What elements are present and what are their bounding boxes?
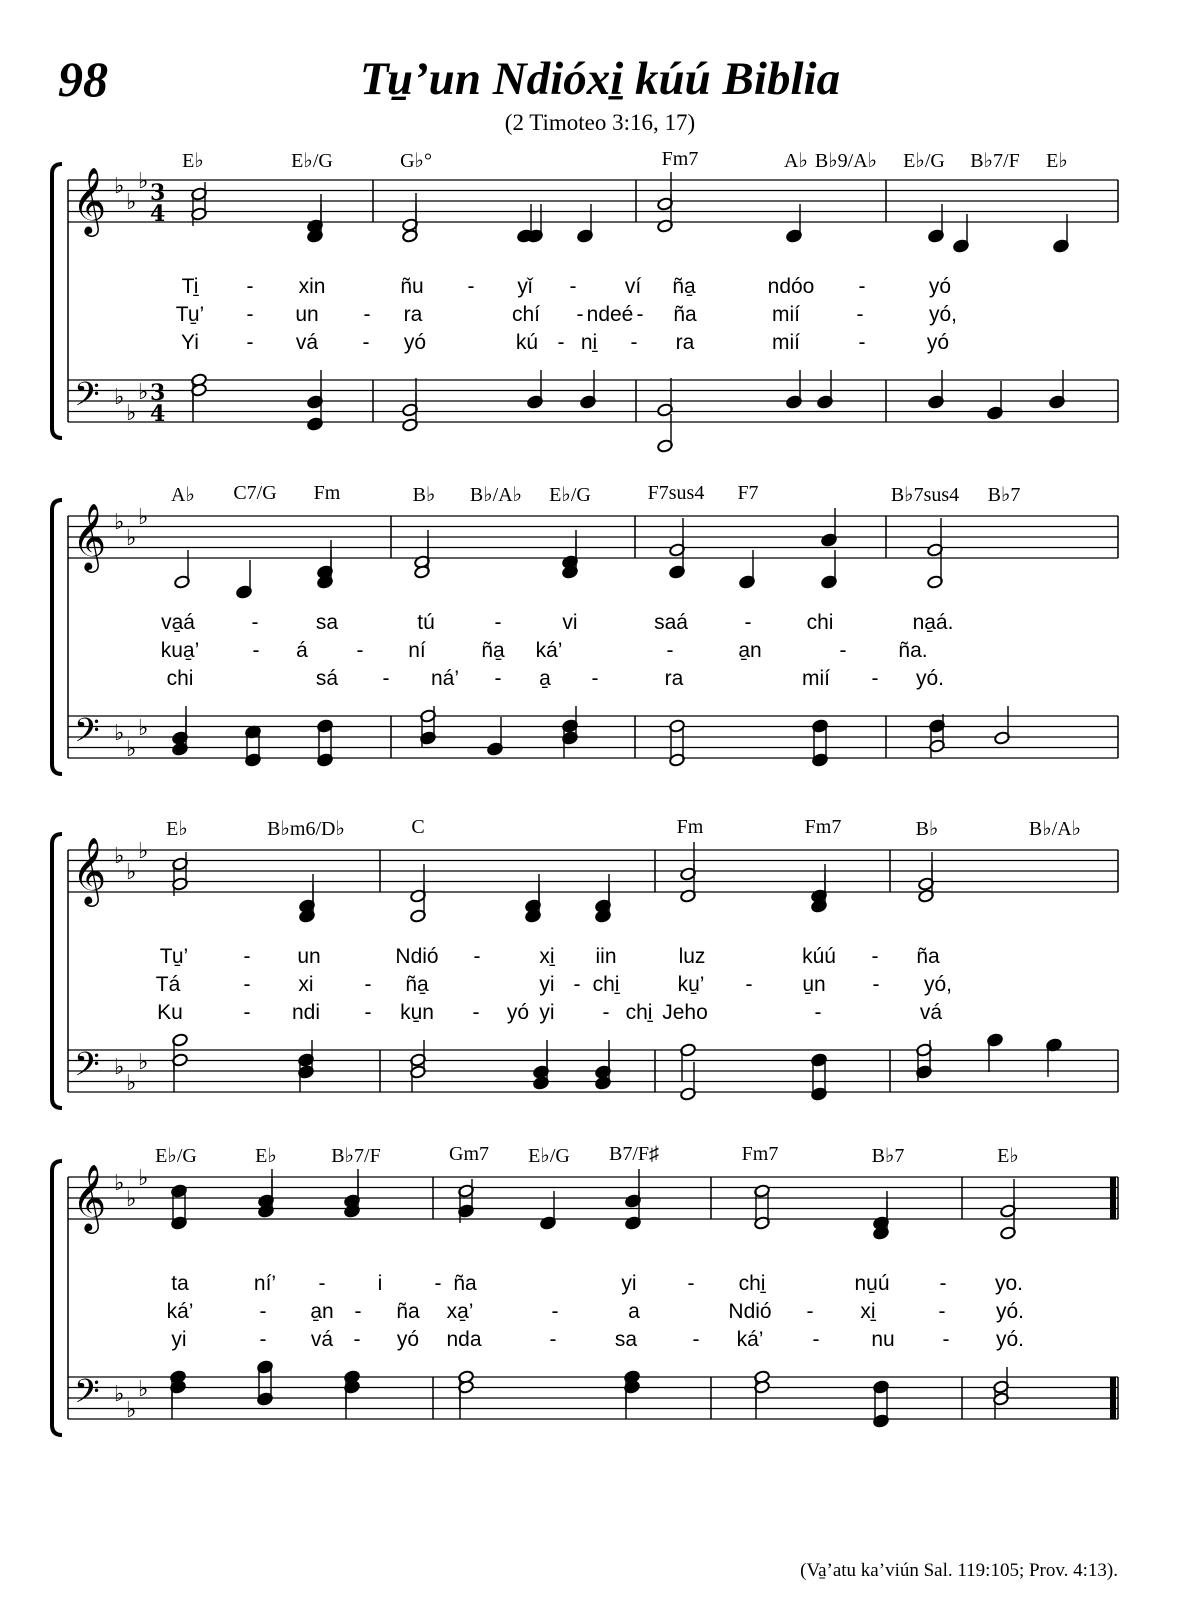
lyric-syllable: chi: [806, 611, 834, 634]
chord-symbol: B♭/A♭: [1028, 818, 1082, 840]
lyric-syllable: yo.: [994, 1272, 1024, 1295]
chord-symbol: A♭: [784, 150, 808, 172]
lyric-syllable: yó: [403, 331, 427, 354]
lyric-syllable: kua̱’: [160, 639, 200, 662]
system-bracket: [52, 1161, 62, 1435]
chord-symbol: B♭: [412, 484, 436, 506]
footer-note: (Va̱’atu ka’viún Sal. 119:105; Prov. 4:13).: [800, 1560, 1118, 1581]
lyric-syllable: yó: [506, 1001, 530, 1024]
treble-clef-icon: 𝄞: [72, 166, 107, 234]
lyric-syllable: xi: [298, 973, 314, 996]
chord-symbol: Fm: [313, 482, 341, 504]
flat-icon: ♭: [126, 860, 137, 885]
lyric-hyphen: -: [362, 331, 370, 354]
chord-symbol: B♭7/F: [970, 150, 1020, 172]
lyric-syllable: yó: [396, 1328, 420, 1351]
lyric-syllable: yó: [926, 331, 950, 354]
lyric-syllable: chi̱: [592, 973, 620, 996]
lyric-syllable: ña: [673, 303, 697, 326]
flat-icon: ♭: [126, 1398, 137, 1423]
lyric-syllable: yó.: [995, 1328, 1025, 1351]
scripture-reference: (2 Timoteo 3:16, 17): [504, 110, 696, 135]
flat-icon: ♭: [114, 1171, 125, 1196]
lyric-hyphen: -: [630, 331, 638, 354]
lyric-hyphen: -: [939, 1272, 947, 1295]
lyric-hyphen: -: [871, 667, 879, 690]
lyric-syllable: a̱n: [310, 1300, 334, 1323]
lyric-hyphen: -: [602, 1001, 610, 1024]
lyric-syllable: ví: [624, 275, 642, 298]
flat-icon: ♭: [126, 401, 137, 426]
lyric-hyphen: -: [938, 1300, 946, 1323]
lyric-hyphen: -: [473, 945, 481, 968]
lyric-syllable: ná’: [430, 667, 460, 690]
lyric-syllable: yó,: [928, 303, 958, 326]
time-signature-top: 3: [150, 380, 166, 406]
chord-symbol: G♭°: [400, 150, 432, 172]
flat-icon: ♭: [114, 385, 125, 410]
lyric-syllable: á: [296, 639, 308, 662]
lyric-syllable: sa: [614, 1328, 638, 1351]
chord-symbol: E♭: [255, 1145, 277, 1167]
lyric-syllable: ní: [408, 639, 426, 662]
bass-clef-icon: 𝄢: [74, 1373, 100, 1419]
lyric-syllable: vá: [310, 1328, 334, 1351]
lyric-syllable: ña̱: [672, 275, 696, 298]
lyric-hyphen: -: [246, 275, 254, 298]
chord-symbol: Fm7: [661, 148, 699, 170]
chord-symbol: E♭: [1046, 150, 1068, 172]
lyric-syllable: Tá: [155, 973, 181, 996]
lyric-hyphen: -: [246, 303, 254, 326]
lyric-syllable: Tu̱’: [159, 945, 189, 968]
lyric-syllable: sá: [315, 667, 339, 690]
final-barline: [1110, 1377, 1116, 1419]
lyric-hyphen: -: [814, 1001, 822, 1024]
lyric-hyphen: -: [871, 945, 879, 968]
lyric-hyphen: -: [259, 1328, 267, 1351]
chord-symbol: E♭: [182, 150, 204, 172]
chord-symbol: B7/F♯: [608, 1143, 660, 1165]
lyric-syllable: yó.: [995, 1300, 1025, 1323]
lyric-hyphen: -: [494, 611, 502, 634]
lyric-syllable: va̱á: [161, 611, 195, 634]
bass-clef-icon: 𝄢: [74, 376, 100, 422]
lyric-hyphen: -: [666, 639, 674, 662]
lyric-syllable: ndeé: [586, 303, 634, 326]
lyric-syllable: ká’: [736, 1328, 764, 1351]
lyric-hyphen: -: [246, 331, 254, 354]
lyric-syllable: xi̱: [539, 945, 555, 968]
treble-clef-icon: 𝄞: [72, 836, 107, 904]
lyric-hyphen: -: [353, 1328, 361, 1351]
bass-clef-icon: 𝄢: [74, 1046, 100, 1092]
lyric-syllable: vá: [295, 331, 319, 354]
lyric-syllable: ña: [396, 1300, 420, 1323]
lyric-syllable: chí: [511, 303, 541, 326]
lyric-hyphen: -: [557, 331, 565, 354]
chord-symbol: E♭/G: [291, 150, 333, 172]
chord-symbol: E♭: [997, 1145, 1019, 1167]
time-signature-bottom: 4: [150, 401, 166, 427]
lyric-syllable: un: [295, 303, 319, 326]
flat-icon: ♭: [138, 839, 149, 864]
lyric-syllable: ni̱: [580, 331, 598, 354]
lyric-syllable: a̱n: [738, 639, 762, 662]
song-number: 98: [58, 51, 108, 107]
lyric-hyphen: -: [591, 667, 599, 690]
lyric-hyphen: -: [551, 1300, 559, 1323]
lyric-hyphen: -: [549, 1328, 557, 1351]
lyric-hyphen: -: [382, 667, 390, 690]
flat-icon: ♭: [114, 510, 125, 535]
chord-symbol: Fm: [676, 816, 704, 838]
lyric-syllable: chi̱: [625, 1001, 653, 1024]
lyric-hyphen: -: [692, 1328, 700, 1351]
lyric-syllable: yǐ: [517, 275, 533, 298]
lyric-syllable: vá: [919, 1001, 943, 1024]
lyric-hyphen: -: [494, 667, 502, 690]
lyric-syllable: yi: [539, 1001, 555, 1024]
flat-icon: ♭: [126, 190, 137, 215]
lyric-syllable: yó.: [915, 667, 945, 690]
flat-icon: ♭: [138, 169, 149, 194]
time-signature-top: 3: [150, 180, 166, 206]
flat-icon: ♭: [114, 721, 125, 746]
flat-icon: ♭: [138, 505, 149, 530]
lyric-hyphen: -: [687, 1272, 695, 1295]
chord-symbol: Fm7: [804, 816, 842, 838]
chord-symbol: B♭: [915, 818, 939, 840]
lyric-syllable: Ku: [157, 1001, 183, 1024]
song-title: Tu̱’un Ndióxi̱ kúú Biblia: [359, 53, 841, 105]
lyric-hyphen: -: [467, 275, 475, 298]
flat-icon: ♭: [114, 174, 125, 199]
flat-icon: ♭: [138, 380, 149, 405]
lyric-syllable: Ndió: [728, 1300, 772, 1323]
lyric-syllable: ndi: [291, 1001, 321, 1024]
chord-symbol: B♭7sus4: [890, 484, 960, 506]
flat-icon: ♭: [138, 716, 149, 741]
flat-icon: ♭: [126, 737, 137, 762]
flat-icon: ♭: [126, 1187, 137, 1212]
lyric-syllable: ña̱: [405, 973, 429, 996]
chord-symbol: B♭m6/D♭: [267, 818, 345, 840]
lyric-hyphen: -: [569, 275, 577, 298]
lyric-syllable: vi: [562, 611, 578, 634]
lyric-syllable: ra: [675, 331, 695, 354]
lyric-syllable: chi: [166, 667, 194, 690]
chord-symbol: B♭7/F: [331, 1145, 381, 1167]
flat-icon: ♭: [114, 844, 125, 869]
lyric-syllable: mií: [772, 303, 800, 326]
lyric-hyphen: -: [243, 1001, 251, 1024]
lyric-syllable: mií: [772, 331, 800, 354]
lyric-syllable: Jeho: [662, 1001, 708, 1024]
chord-symbol: B♭9/A♭: [814, 150, 878, 172]
lyric-hyphen: -: [318, 1272, 326, 1295]
lyric-hyphen: -: [856, 303, 864, 326]
lyric-syllable: ra: [403, 303, 423, 326]
treble-clef-icon: 𝄞: [72, 502, 107, 570]
lyric-hyphen: -: [364, 973, 372, 996]
lyric-syllable: ku̱n: [400, 1001, 434, 1024]
lyric-hyphen: -: [259, 1300, 267, 1323]
lyric-hyphen: -: [576, 303, 584, 326]
lyric-syllable: ña.: [898, 639, 928, 662]
flat-icon: ♭: [114, 1055, 125, 1080]
chord-symbol: B♭7: [871, 1145, 905, 1167]
lyric-hyphen: -: [363, 303, 371, 326]
lyric-syllable: kú: [515, 331, 539, 354]
lyric-syllable: Yi: [181, 331, 199, 354]
lyric-syllable: ña: [916, 945, 940, 968]
chord-symbol: E♭/G: [155, 1145, 197, 1167]
flat-icon: ♭: [138, 1377, 149, 1402]
chord-symbol: E♭/G: [903, 150, 945, 172]
lyric-hyphen: -: [472, 1001, 480, 1024]
lyric-syllable: Ndió: [395, 945, 439, 968]
chord-symbol: C7/G: [233, 482, 277, 504]
chord-symbol: Fm7: [741, 1143, 779, 1165]
lyric-hyphen: -: [872, 973, 880, 996]
chord-symbol: E♭/G: [528, 1145, 570, 1167]
lyric-syllable: ní’: [253, 1272, 277, 1295]
lyric-syllable: a: [628, 1300, 640, 1323]
chord-symbol: B♭/A♭: [469, 484, 523, 506]
lyric-syllable: ká’: [535, 639, 563, 662]
bass-clef-icon: 𝄢: [74, 712, 100, 758]
lyric-syllable: ndóo: [767, 275, 815, 298]
lyric-syllable: na̱á.: [912, 611, 954, 634]
lyric-hyphen: -: [942, 1328, 950, 1351]
lyric-hyphen: -: [251, 611, 259, 634]
flat-icon: ♭: [114, 1382, 125, 1407]
lyric-hyphen: -: [839, 639, 847, 662]
lyric-syllable: mií: [802, 667, 830, 690]
flat-icon: ♭: [126, 526, 137, 551]
final-barline: [1110, 1177, 1116, 1219]
lyric-syllable: xin: [298, 275, 326, 298]
lyric-syllable: ká’: [166, 1300, 194, 1323]
lyric-syllable: ña: [453, 1272, 477, 1295]
lyric-syllable: yó,: [923, 973, 953, 996]
lyric-hyphen: -: [636, 303, 644, 326]
lyric-syllable: nda: [446, 1328, 482, 1351]
lyric-syllable: xi̱: [860, 1300, 876, 1323]
lyric-hyphen: -: [364, 1001, 372, 1024]
chord-symbol: F7: [737, 482, 759, 504]
chord-symbol: B♭7: [987, 484, 1021, 506]
lyric-syllable: sa: [315, 611, 339, 634]
chord-symbol: E♭: [166, 818, 188, 840]
lyric-syllable: yi: [621, 1272, 637, 1295]
lyric-syllable: tú: [417, 611, 435, 634]
lyric-syllable: nu̱ú: [854, 1272, 890, 1295]
lyric-syllable: kúú: [802, 945, 836, 968]
lyric-hyphen: -: [745, 973, 753, 996]
chord-symbol: E♭/G: [549, 484, 591, 506]
lyric-syllable: yi: [539, 973, 555, 996]
lyric-syllable: xa̱’: [446, 1300, 474, 1323]
lyric-syllable: Ti̱: [181, 275, 199, 298]
treble-clef-icon: 𝄞: [72, 1163, 107, 1231]
flat-icon: ♭: [126, 1071, 137, 1096]
lyric-syllable: un: [297, 945, 321, 968]
lyric-hyphen: -: [812, 1328, 820, 1351]
chord-symbol: F7sus4: [647, 482, 705, 504]
time-signature-bottom: 4: [150, 201, 166, 227]
lyric-hyphen: -: [354, 1300, 362, 1323]
chord-symbol: A♭: [171, 484, 195, 506]
lyric-syllable: u̱n: [802, 973, 826, 996]
lyric-syllable: ta: [171, 1272, 189, 1295]
lyric-syllable: Tu̱’: [175, 303, 205, 326]
lyric-hyphen: -: [356, 639, 364, 662]
lyric-hyphen: -: [434, 1272, 442, 1295]
lyric-syllable: ra: [664, 667, 684, 690]
flat-icon: ♭: [138, 1166, 149, 1191]
lyric-syllable: luz: [678, 945, 706, 968]
chord-symbol: Gm7: [449, 1143, 489, 1165]
lyric-syllable: ku̱’: [677, 973, 705, 996]
lyric-hyphen: -: [858, 331, 866, 354]
lyric-syllable: yi: [171, 1328, 187, 1351]
lyric-hyphen: -: [243, 945, 251, 968]
lyric-syllable: ña̱: [481, 639, 505, 662]
lyric-hyphen: -: [573, 973, 581, 996]
chord-symbol: C: [411, 816, 425, 838]
lyric-hyphen: -: [744, 611, 752, 634]
lyric-syllable: nu: [871, 1328, 895, 1351]
lyric-hyphen: -: [252, 639, 260, 662]
lyric-syllable: saá: [654, 611, 688, 634]
lyric-syllable: i: [377, 1272, 383, 1295]
lyric-hyphen: -: [858, 275, 866, 298]
lyric-hyphen: -: [806, 1300, 814, 1323]
lyric-syllable: yó: [928, 275, 952, 298]
lyric-syllable: a̱: [539, 667, 551, 690]
lyric-syllable: ñu: [400, 275, 424, 298]
lyric-syllable: iin: [595, 945, 617, 968]
lyric-syllable: chi̱: [738, 1272, 766, 1295]
lyric-hyphen: -: [243, 973, 251, 996]
flat-icon: ♭: [138, 1050, 149, 1075]
